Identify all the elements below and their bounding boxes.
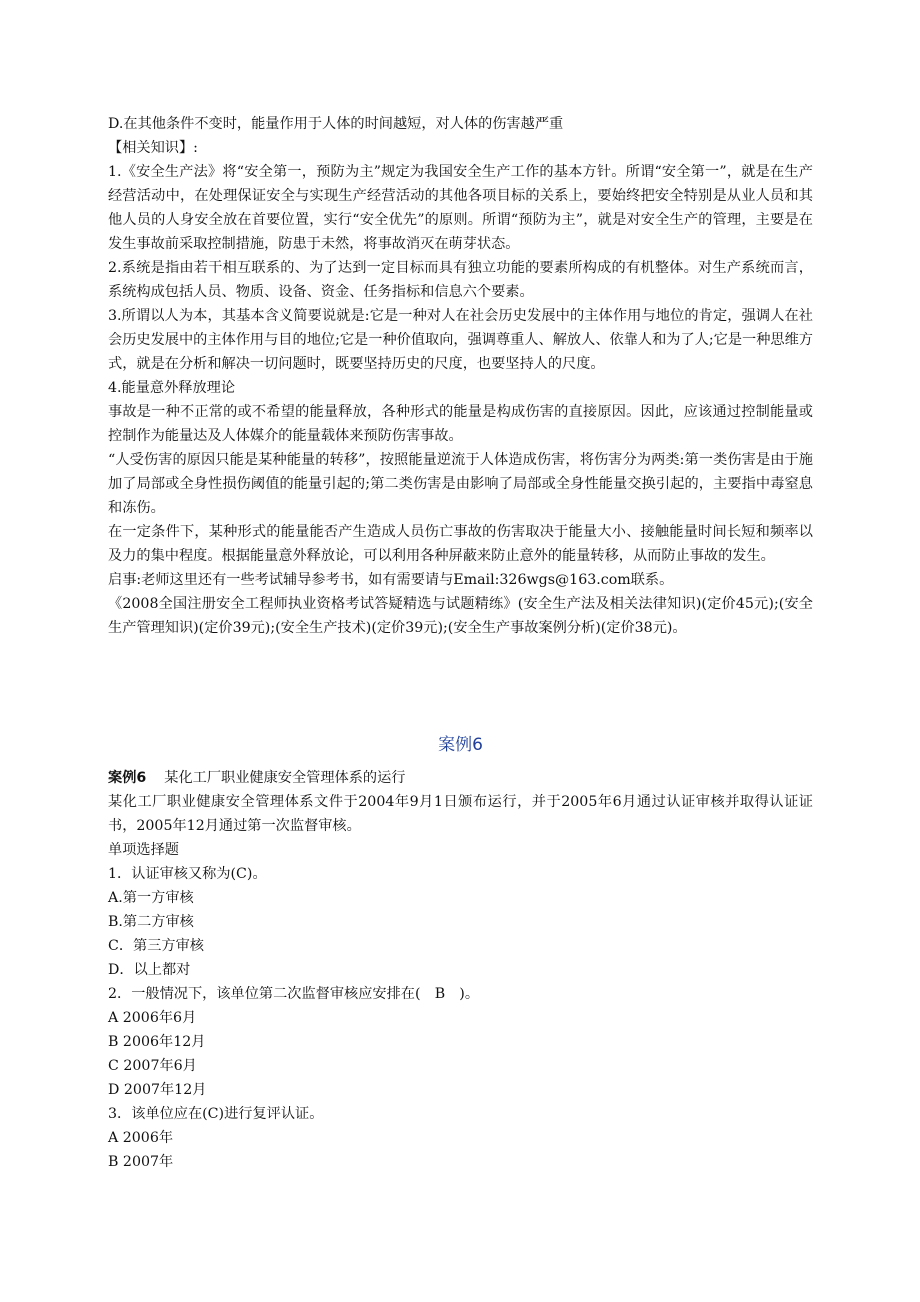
- option: B 2007年: [108, 1154, 174, 1170]
- option: C．第三方审核: [108, 938, 204, 954]
- case-section: [108, 766, 813, 1174]
- paragraph: 3.所谓以人为本，其基本含义简要说就是:它是一种对人在社会历史发展中的主体作用与地位的肯定，强调人在社会历史发展中的主体作用与目的地位;它是一种价值取向，强调尊重人、解放人、依靠人和为了人;它是一种思维方式，就是在分析和解决一切问题时，既要坚持历史的尺度，也要坚持人的尺度。: [108, 308, 813, 372]
- book-list-paragraph: 《2008全国注册安全工程师执业资格考试答疑精选与试题精练》(安全生产法及相关法律知识)(定价45元);(安全生产管理知识)(定价39元);(安全生产技术)(定价39元);(安全生产事故案例分析)(定价38元)。: [108, 596, 813, 636]
- section-heading: 【相关知识】:: [108, 140, 198, 156]
- question-type: 单项选择题: [108, 842, 179, 858]
- option: D 2007年12月: [108, 1082, 207, 1098]
- case-label: 案例6: [108, 770, 147, 786]
- option: B 2006年12月: [108, 1034, 206, 1050]
- option: A.第一方审核: [108, 890, 194, 906]
- paragraph: D.在其他条件不变时，能量作用于人体的时间越短，对人体的伤害越严重: [108, 116, 564, 132]
- question: 2．一般情况下，该单位第二次监督审核应安排在( B )。: [108, 986, 480, 1002]
- paragraph: 1.《安全生产法》将“安全第一，预防为主”规定为我国安全生产工作的基本方针。所谓“安全第一”，就是在生产经营活动中，在处理保证安全与实现生产经营活动的其他各项目标的关系上，要始终把安全特别是从业人员和其他人员的人身安全放在首要位置，实行“安全优先”的原则。所谓“预防为主”，就是对安全生产的管理，主要是在发生事故前采取控制措施，防患于未然，将事故消灭在萌芽状态。: [108, 164, 813, 252]
- notice-paragraph: 启事:老师这里还有一些考试辅导参考书，如有需要请与Email:326wgs@163.com联系。: [108, 572, 674, 588]
- paragraph: 某化工厂职业健康安全管理体系文件于2004年9月1日颁布运行，并于2005年6月通过认证审核并取得认证证书，2005年12月通过第一次监督审核。: [108, 794, 813, 834]
- case-title: 某化工厂职业健康安全管理体系的运行: [164, 770, 406, 786]
- case-heading: 案例6: [438, 735, 483, 755]
- paragraph: 在一定条件下，某种形式的能量能否产生造成人员伤亡事故的伤害取决于能量大小、接触能量时间长短和频率以及力的集中程度。根据能量意外释放论，可以利用各种屏蔽来防止意外的能量转移，从而防止事故的发生。: [108, 524, 813, 564]
- question: 1．认证审核又称为(C)。: [108, 866, 267, 882]
- question: 3．该单位应在(C)进行复评认证。: [108, 1106, 324, 1122]
- case-title-line: [108, 766, 813, 790]
- option: A 2006年6月: [108, 1010, 197, 1026]
- paragraph: 事故是一种不正常的或不希望的能量释放，各种形式的能量是构成伤害的直接原因。因此，应该通过控制能量或控制作为能量达及人体媒介的能量载体来预防伤害事故。: [108, 404, 813, 444]
- option: C 2007年6月: [108, 1058, 197, 1074]
- option: A 2006年: [108, 1130, 174, 1146]
- option: D．以上都对: [108, 962, 191, 978]
- top-text-section: [108, 112, 813, 640]
- option: B.第二方审核: [108, 914, 194, 930]
- paragraph: 4.能量意外释放理论: [108, 380, 236, 396]
- paragraph: “人受伤害的原因只能是某种能量的转移”，按照能量逆流于人体造成伤害，将伤害分为两类:第一类伤害是由于施加了局部或全身性损伤阈值的能量引起的;第二类伤害是由影响了局部或全身性能量交换引起的，主要指中毒窒息和冻伤。: [108, 452, 813, 516]
- paragraph: 2.系统是指由若干相互联系的、为了达到一定目标而具有独立功能的要素所构成的有机整体。对生产系统而言，系统构成包括人员、物质、设备、资金、任务指标和信息六个要素。: [108, 260, 813, 300]
